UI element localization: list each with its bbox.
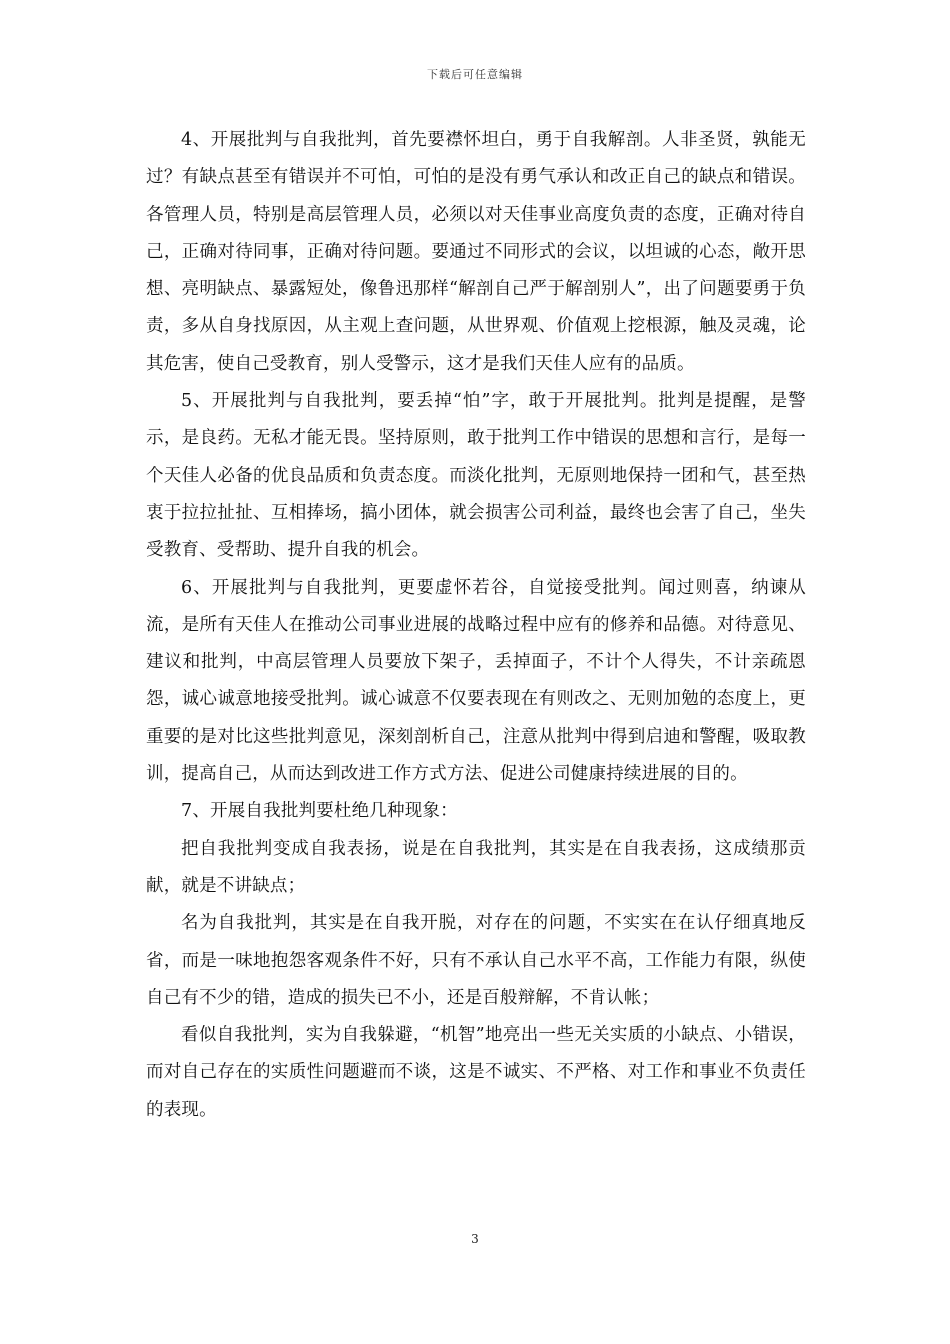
paragraph-7-heading: 7、开展自我批判要杜绝几种现象： (181, 801, 458, 822)
page-header-note: 下载后可任意编辑 (427, 68, 523, 81)
page-number: 3 (471, 1232, 479, 1246)
paragraph-phenomenon-1: 把自我批判变成自我表扬，说是在自我批判，其实是在自我表扬，这成绩那贡献，就是不讲缺点； (146, 838, 806, 896)
paragraph-6: 6、开展批判与自我批判，更要虚怀若谷，自觉接受批判。闻过则喜，纳谏从流，是所有天佳人在推动公司事业进展的战略过程中应有的修养和品德。对待意见、建议和批判，中高层管理人员要放下架子，丢掉面子，不计个人得失，不计亲疏恩怨，诚心诚意地接受批判。诚心诚意不仅要表现在有则改之、无则加勉的态度上，更重要的是对比这些批判意见，深刻剖析自己，注意从批判中得到启迪和警醒，吸取教训，提高自己，从而达到改进工作方式方法、促进公司健康持续进展的目的。 (146, 577, 806, 785)
paragraph-4: 4、开展批判与自我批判，首先要襟怀坦白，勇于自我解剖。人非圣贤，孰能无过？有缺点甚至有错误并不可怕，可怕的是没有勇气承认和改正自己的缺点和错误。各管理人员，特别是高层管理人员，必须以对天佳事业高度负责的态度，正确对待自己，正确对待同事，正确对待问题。要通过不同形式的会议，以坦诚的心态，敞开思想、亮明缺点、暴露短处，像鲁迅那样“解剖自己严于解剖别人”，出了问题要勇于负责，多从自身找原因，从主观上查问题，从世界观、价值观上挖根源，触及灵魂，论其危害，使自己受教育，别人受警示，这才是我们天佳人应有的品质。 (146, 130, 806, 374)
paragraph-phenomenon-3: 看似自我批判，实为自我躲避，“机智”地亮出一些无关实质的小缺点、小错误，而对自己存在的实质性问题避而不谈，这是不诚实、不严格、对工作和事业不负责任的表现。 (146, 1025, 806, 1120)
paragraph-phenomenon-2: 名为自我批判，其实是在自我开脱，对存在的问题，不实实在在认仔细真地反省，而是一味地抱怨客观条件不好，只有不承认自己水平不高，工作能力有限，纵使自己有不少的错，造成的损失已不小，还是百般辩解，不肯认帐； (146, 913, 806, 1008)
document-body (146, 122, 806, 1129)
paragraph-5: 5、开展批判与自我批判，要丢掉“怕”字，敢于开展批判。批判是提醒，是警示，是良药。无私才能无畏。坚持原则，敢于批判工作中错误的思想和言行，是每一个天佳人必备的优良品质和负责态度。而淡化批判，无原则地保持一团和气，甚至热衷于拉拉扯扯、互相捧场，搞小团体，就会损害公司利益，最终也会害了自己，坐失受教育、受帮助、提升自我的机会。 (146, 391, 806, 561)
